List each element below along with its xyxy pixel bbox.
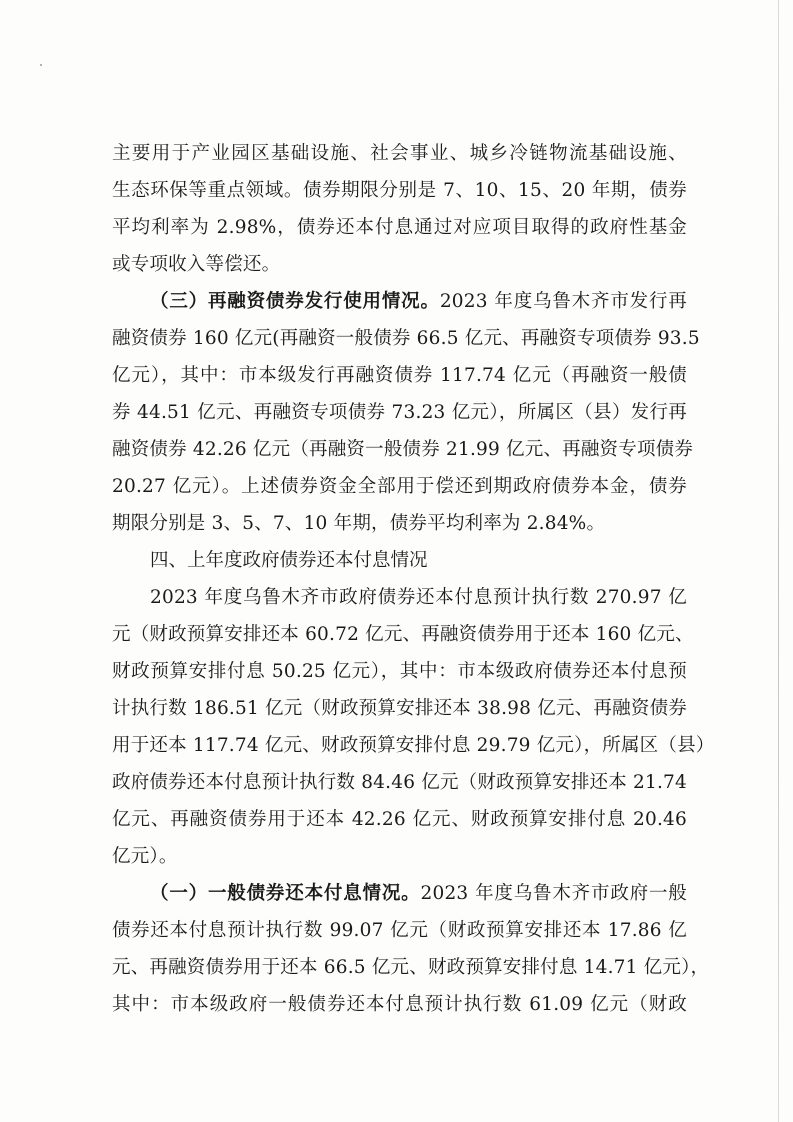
paragraph-line: 生态环保等重点领域。债券期限分别是 7、10、15、20 年期，债券 <box>112 180 687 201</box>
paragraph-line: 2023 年度乌鲁木齐市政府债券还本付息预计执行数 270.97 亿 <box>150 587 687 608</box>
section-heading: 四、上年度政府债券还本付息情况 <box>150 550 428 571</box>
section-4-1-first-line-rest: 2023 年度乌鲁木齐市政府一般 <box>420 883 687 904</box>
paragraph-line: 其中：市本级政府一般债券还本付息预计执行数 61.09 亿元（财政 <box>112 994 687 1015</box>
paragraph-line: 用于还本 117.74 亿元、财政预算安排付息 29.79 亿元），所属区（县） <box>112 735 715 756</box>
paragraph-line: 平均利率为 2.98%，债券还本付息通过对应项目取得的政府性基金 <box>112 217 687 238</box>
paragraph-line: 财政预算安排付息 50.25 亿元），其中：市本级政府债券还本付息预 <box>112 661 687 682</box>
paragraph-line: 融资债券 42.26 亿元（再融资一般债券 21.99 亿元、再融资专项债券 <box>112 439 694 460</box>
paragraph-line: 期限分别是 3、5、7、10 年期，债券平均利率为 2.84%。 <box>112 513 606 534</box>
section-4-1-first-line <box>150 877 687 911</box>
paragraph-line: 券 44.51 亿元、再融资专项债券 73.23 亿元），所属区（县）发行再 <box>112 402 687 423</box>
paragraph-line: 亿元）。 <box>112 846 178 867</box>
paragraph-line: 元（财政预算安排还本 60.72 亿元、再融资债券用于还本 160 亿元、 <box>112 624 694 645</box>
scan-edge-shadow <box>778 0 779 1122</box>
paragraph-line: 亿元），其中：市本级发行再融资债券 117.74 亿元（再融资一般债 <box>112 365 687 386</box>
section-4-1-title: （一）一般债券还本付息情况。 <box>150 883 421 904</box>
paragraph-line: 融资债券 160 亿元(再融资一般债券 66.5 亿元、再融资专项债券 93.5 <box>112 328 700 349</box>
paragraph-line: 亿元、再融资债券用于还本 42.26 亿元、财政预算安排付息 20.46 <box>112 809 687 830</box>
paragraph-line: 债券还本付息预计执行数 99.07 亿元（财政预算安排还本 17.86 亿 <box>112 920 687 941</box>
paragraph-line: 或专项收入等偿还。 <box>112 254 281 275</box>
paragraph-line: 政府债券还本付息预计执行数 84.46 亿元（财政预算安排还本 21.74 <box>112 772 687 793</box>
scan-speck <box>40 64 42 66</box>
section-3-first-line <box>150 285 687 319</box>
paragraph-line: 计执行数 186.51 亿元（财政预算安排还本 38.98 亿元、再融资债券 <box>112 698 687 719</box>
paragraph-line: 主要用于产业园区基础设施、社会事业、城乡冷链物流基础设施、 <box>112 143 687 164</box>
paragraph-line: 元、再融资债券用于还本 66.5 亿元、财政预算安排付息 14.71 亿元）， <box>112 957 710 978</box>
paragraph-line: 20.27 亿元）。上述债券资金全部用于偿还到期政府债券本金，债券 <box>112 476 687 497</box>
section-3-title: （三）再融资债券发行使用情况。 <box>150 291 440 312</box>
section-3-first-line-rest: 2023 年度乌鲁木齐市发行再 <box>439 291 687 312</box>
